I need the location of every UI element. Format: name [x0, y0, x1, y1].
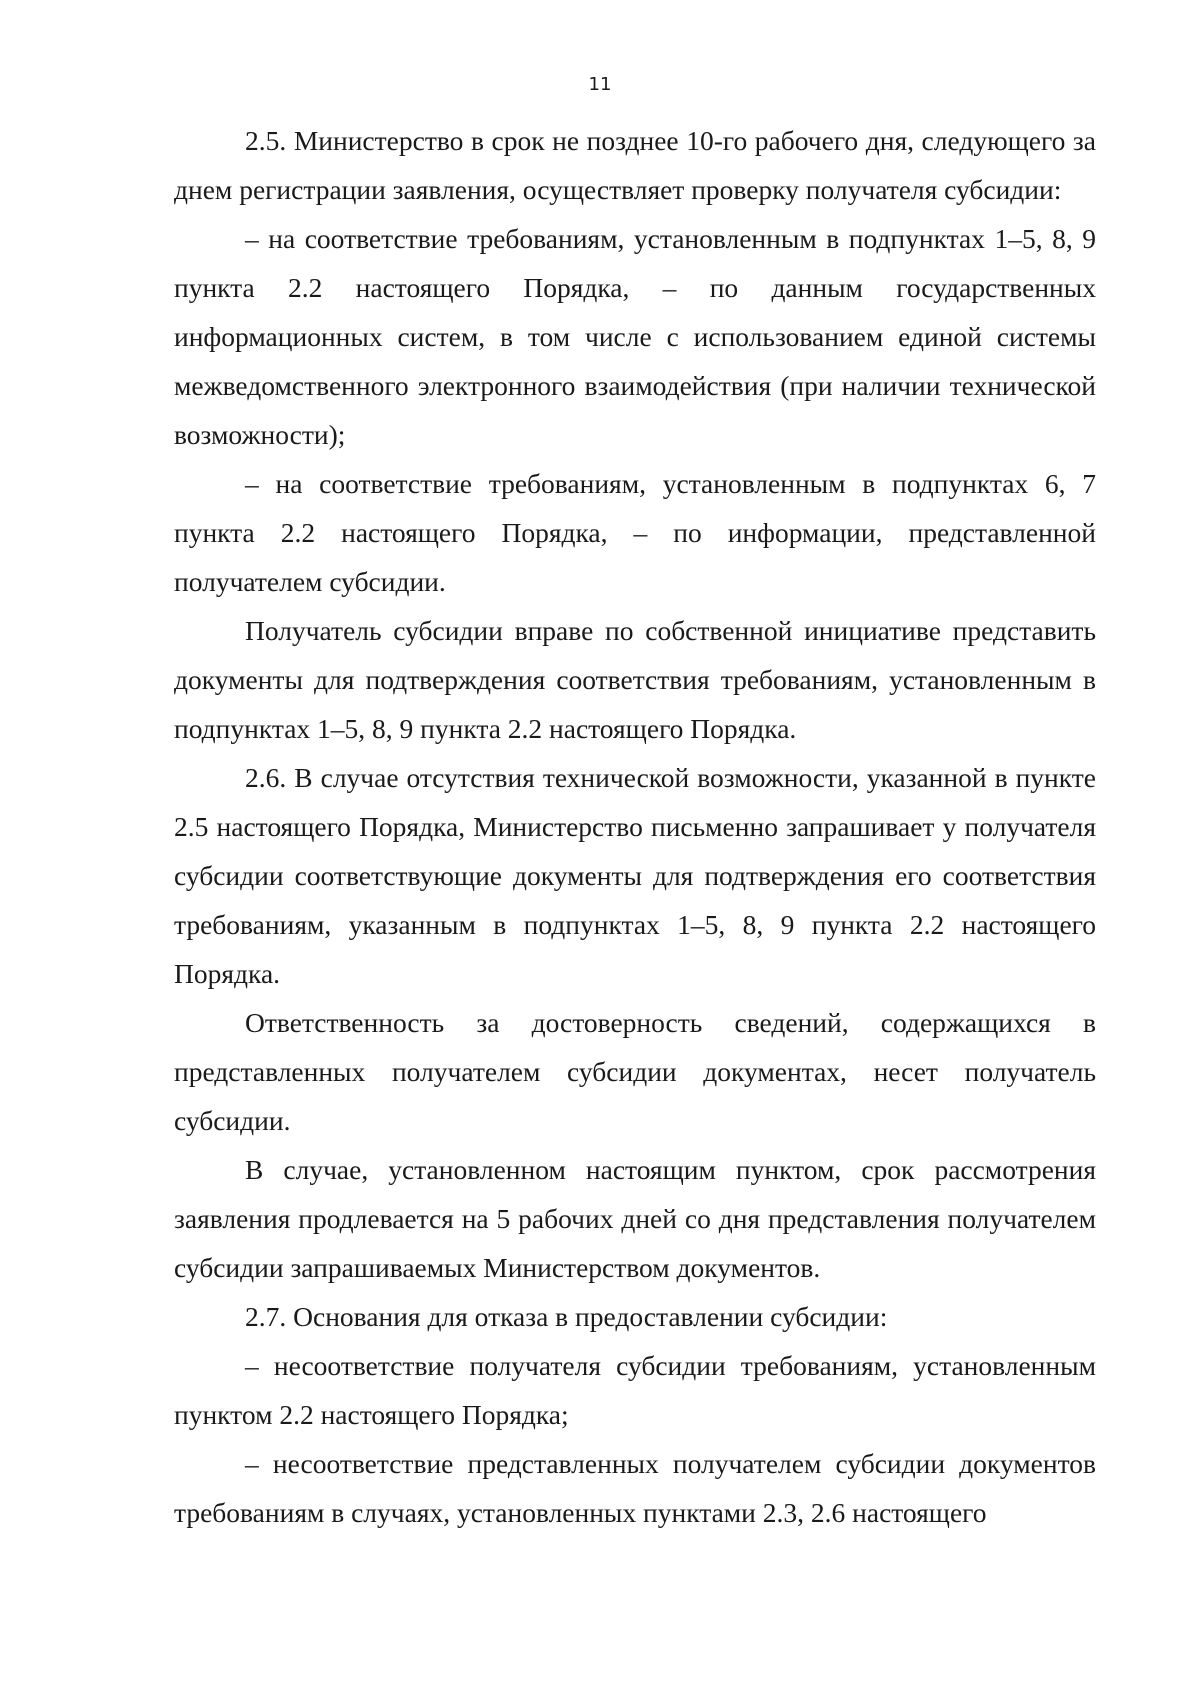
paragraph-refusal-ground-1: – несоответствие получателя субсидии требованиям, установленным пунктом 2.2 настоящего Порядка; [174, 1350, 1096, 1430]
paragraph-responsibility: Ответственность за достоверность сведений, содержащихся в представленных получателем субсидии документах, несет получатель субсидии. [174, 1007, 1096, 1136]
paragraph-check-by-state-systems: – на соответствие требованиям, установленным в подпунктах 1–5, 8, 9 пункта 2.2 настоящего Порядка, – по данным государственных информационных систем, в том числе с использованием единой системы межведомственного электронного взаимодействия (при наличии технической возможности); [174, 223, 1096, 450]
document-body [174, 116, 1096, 1537]
paragraph-2-6: 2.6. В случае отсутствия технической возможности, указанной в пункте 2.5 настоящего Порядка, Министерство письменно запрашивает у получателя субсидии соответствующие документы для подтверждения его соответствия требованиям, указанным в подпунктах 1–5, 8, 9 пункта 2.2 настоящего Порядка. [174, 762, 1096, 989]
paragraph-own-initiative: Получатель субсидии вправе по собственной инициативе представить документы для подтверждения соответствия требованиям, установленным в подпунктах 1–5, 8, 9 пункта 2.2 настоящего Порядка. [174, 615, 1096, 744]
paragraph-2-5: 2.5. Министерство в срок не позднее 10-го рабочего дня, следующего за днем регистрации заявления, осуществляет проверку получателя субсидии: [174, 125, 1096, 205]
paragraph-check-by-recipient-info: – на соответствие требованиям, установленным в подпунктах 6, 7 пункта 2.2 настоящего Порядка, – по информации, представленной получателем субсидии. [174, 468, 1096, 597]
page-number: 11 [588, 74, 612, 95]
paragraph-refusal-ground-2: – несоответствие представленных получателем субсидии документов требованиям в случаях, установленных пунктами 2.3, 2.6 настоящего [174, 1448, 1096, 1528]
paragraph-2-7: 2.7. Основания для отказа в предоставлении субсидии: [245, 1301, 888, 1332]
paragraph-extension: В случае, установленном настоящим пунктом, срок рассмотрения заявления продлевается на 5 рабочих дней со дня представления получателем субсидии запрашиваемых Министерством документов. [174, 1154, 1096, 1283]
